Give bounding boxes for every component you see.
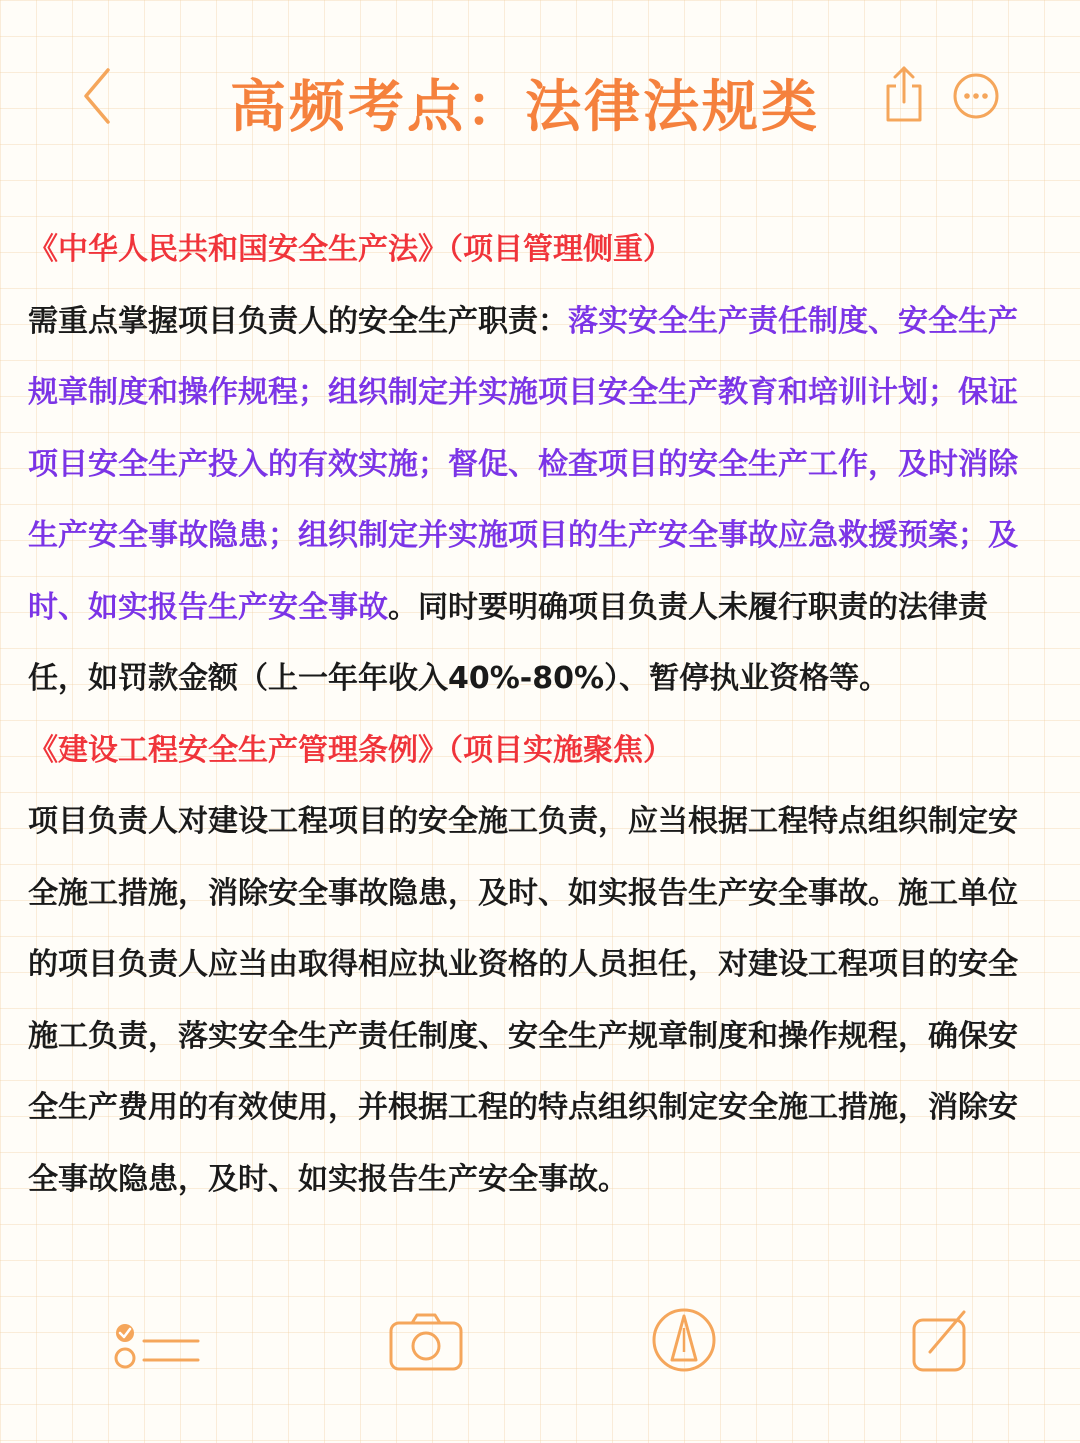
checklist-button[interactable]	[108, 1308, 208, 1384]
edit-square-icon	[908, 1308, 970, 1372]
page-title: 高频考点：法律法规类	[230, 75, 820, 140]
pen-nib-icon	[650, 1306, 718, 1374]
back-button[interactable]	[72, 60, 132, 132]
chevron-left-icon	[72, 60, 132, 132]
camera-button[interactable]	[386, 1310, 466, 1374]
navigation-bar	[0, 40, 1080, 160]
section-body-safety-law	[28, 286, 1038, 715]
body-rest: 。同时要明确项目负责人未履行职责的法律责任，如罚款金额（上一年年收入40%-80%）、暂停执业资格等。	[28, 589, 988, 696]
pen-button[interactable]	[650, 1306, 718, 1374]
body-highlight: 落实安全生产责任制度、安全生产规章制度和操作规程；组织制定并实施项目安全生产教育和培训计划；保证项目安全生产投入的有效实施；督促、检查项目的安全生产工作，及时消除生产安全事故隐患；组织制定并实施项目的生产安全事故应急救援预案；及时、如实报告生产安全事故	[28, 303, 1018, 625]
checklist-icon	[108, 1308, 208, 1384]
more-button[interactable]	[948, 68, 1004, 124]
body-intro: 需重点掌握项目负责人的安全生产职责：	[28, 303, 568, 339]
share-icon	[878, 62, 930, 128]
bottom-toolbar	[0, 1300, 1080, 1400]
edit-button[interactable]	[908, 1308, 970, 1372]
section-body-regulation: 项目负责人对建设工程项目的安全施工负责，应当根据工程特点组织制定安全施工措施，消除安全事故隐患，及时、如实报告生产安全事故。施工单位的项目负责人应当由取得相应执业资格的人员担任，对建设工程项目的安全施工负责，落实安全生产责任制度、安全生产规章制度和操作规程，确保安全生产费用的有效使用，并根据工程的特点组织制定安全施工措施，消除安全事故隐患，及时、如实报告生产安全事故。	[28, 804, 1018, 1197]
section-heading-regulation: 《建设工程安全生产管理条例》（项目实施聚焦）	[28, 732, 673, 768]
more-icon	[948, 68, 1004, 124]
note-content	[28, 214, 1038, 1215]
camera-icon	[386, 1310, 466, 1374]
section-heading-safety-law: 《中华人民共和国安全生产法》（项目管理侧重）	[28, 232, 673, 267]
share-button[interactable]	[878, 62, 930, 128]
